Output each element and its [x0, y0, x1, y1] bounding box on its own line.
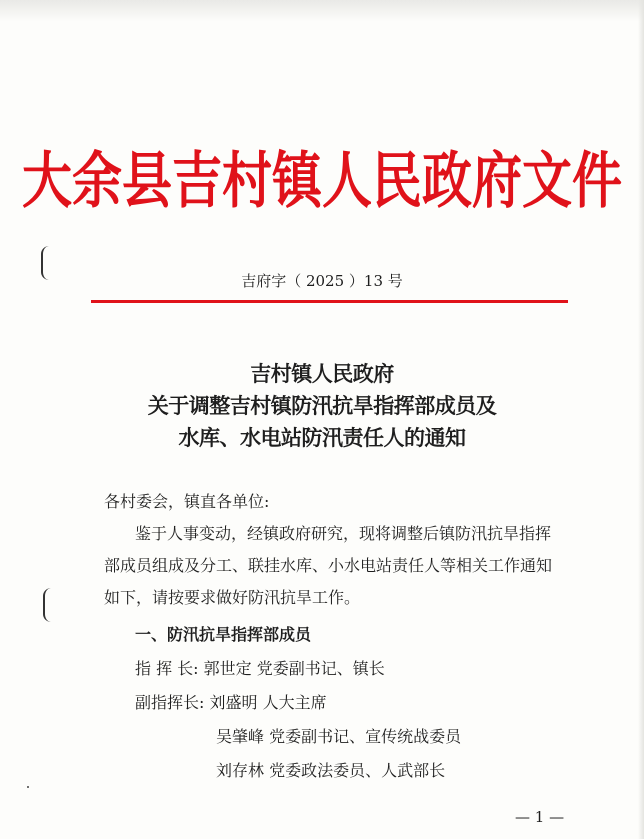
paragraph-line-1: 鉴于人事变动，经镇政府研究，现将调整后镇防汛抗旱指挥 [135, 524, 552, 543]
issuer-header-title: 大余县吉村镇人民政府文件 [22, 145, 622, 217]
scan-shadow-top [0, 0, 644, 22]
notice-title-line-1: 吉村镇人民政府 [250, 361, 394, 386]
deputy-commander-line-3: 刘存林 党委政法委员、人武部长 [216, 761, 446, 780]
paragraph-line-3: 如下，请按要求做好防汛抗旱工作。 [104, 588, 361, 607]
page-number: — 1 — [515, 808, 565, 826]
document-number: 吉府字（ 2025 ）13 号 [241, 272, 403, 290]
scan-speck [27, 786, 29, 788]
section-heading: 一、防汛抗旱指挥部成员 [135, 625, 312, 644]
commander-line: 指 挥 长: 郭世定 党委副书记、镇长 [135, 659, 385, 678]
deputy-commander-line-2: 吴肇峰 党委副书记、宣传统战委员 [216, 727, 462, 746]
notice-title-line-2: 关于调整吉村镇防汛抗旱指挥部成员及 [147, 393, 497, 418]
salutation: 各村委会，镇直各单位: [104, 492, 270, 511]
notice-title-line-3: 水库、水电站防汛责任人的通知 [178, 425, 466, 450]
red-separator-line [91, 300, 568, 303]
deputy-commander-line-1: 副指挥长: 刘盛明 人大主席 [135, 693, 327, 712]
paragraph-line-2: 部成员组成及分工、联挂水库、小水电站责任人等相关工作通知 [104, 556, 553, 575]
binding-hole-mark [43, 588, 53, 622]
binding-hole-mark [41, 246, 51, 280]
